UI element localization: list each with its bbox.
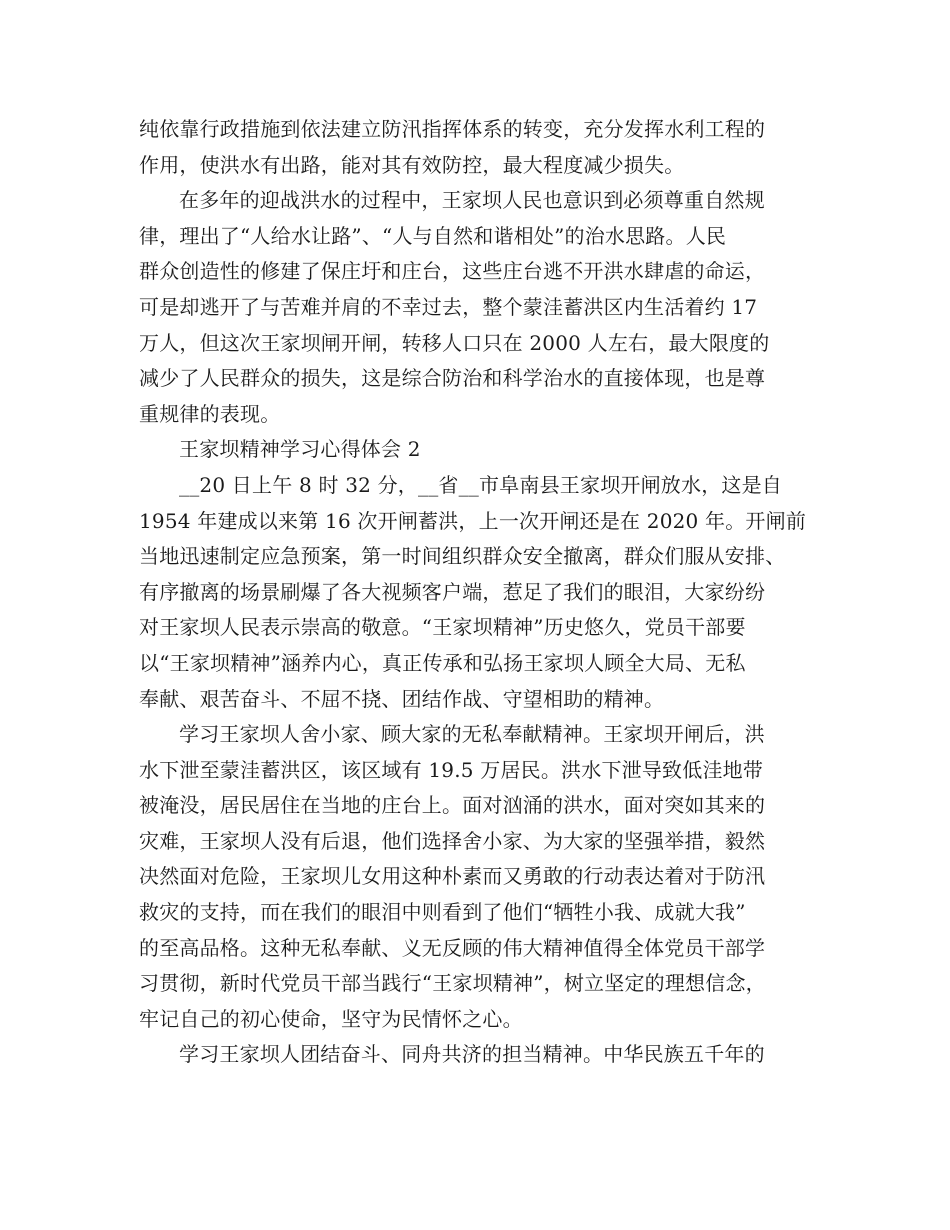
- text-line: 当地迅速制定应急预案，第一时间组织群众安全撤离，群众们服从安排、: [139, 544, 786, 569]
- text-line: 重规律的表现。: [139, 401, 281, 426]
- text-line: 牢记自己的初心使命，坚守为民情怀之心。: [139, 1006, 523, 1031]
- text-line: 救灾的支持，而在我们的眼泪中则看到了他们“牺牲小我、成就大我”: [139, 900, 746, 925]
- text-line: 灾难，王家坝人没有后退，他们选择舍小家、为大家的坚强举措，毅然: [139, 828, 766, 853]
- text-line: 学习王家坝人团结奋斗、同舟共济的担当精神。中华民族五千年的: [179, 1042, 765, 1067]
- text-line: 纯依靠行政措施到依法建立防汛指挥体系的转变，充分发挥水利工程的: [139, 117, 766, 141]
- document-body: [139, 112, 819, 1073]
- text-line: 减少了人民群众的损失，这是综合防治和科学治水的直接体现，也是尊: [139, 366, 766, 391]
- text-line: 有序撤离的场景刷爆了各大视频客户端，惹足了我们的眼泪，大家纷纷: [139, 579, 766, 604]
- text-line: __20 日上午 8 时 32 分，__省__市阜南县王家坝开闸放水，这是自: [179, 472, 783, 497]
- text-line: 决然面对危险，王家坝儿女用这种朴素而又勇敢的行动表达着对于防汛: [139, 864, 766, 889]
- text-line: 万人，但这次王家坝闸开闸，转移人口只在 2000 人左右，最大限度的: [139, 330, 770, 355]
- text-line: 可是却逃开了与苦难并肩的不幸过去，整个蒙洼蓄洪区内生活着约 17: [139, 294, 758, 319]
- text-line: 奉献、艰苦奋斗、不屈不挠、团结作战、守望相助的精神。: [139, 686, 665, 711]
- text-line: 水下泄至蒙洼蓄洪区，该区域有 19.5 万居民。洪水下泄导致低洼地带: [139, 757, 764, 782]
- text-line: 学习王家坝人舍小家、顾大家的无私奉献精神。王家坝开闸后，洪: [179, 722, 765, 747]
- text-line: 作用，使洪水有出路，能对其有效防控，最大程度减少损失。: [139, 152, 685, 177]
- text-line: 1954 年建成以来第 16 次开闸蓄洪，上一次开闸还是在 2020 年。开闸前: [139, 508, 807, 533]
- text-line: 在多年的迎战洪水的过程中，王家坝人民也意识到必须尊重自然规: [179, 188, 765, 213]
- text-line: 以“王家坝精神”涵养内心，真正传承和弘扬王家坝人顾全大局、无私: [139, 650, 746, 675]
- text-line: 王家坝精神学习心得体会 2: [179, 437, 421, 462]
- text-line: 的至高品格。这种无私奉献、义无反顾的伟大精神值得全体党员干部学: [139, 935, 766, 960]
- text-line: 律，理出了“人给水让路”、“人与自然和谐相处”的治水思路。人民: [139, 223, 727, 248]
- text-line: 被淹没，居民居住在当地的庄台上。面对汹涌的洪水，面对突如其来的: [139, 793, 766, 818]
- text-line: 对王家坝人民表示崇高的敬意。“王家坝精神”历史悠久，党员干部要: [139, 615, 746, 640]
- text-line: 群众创造性的修建了保庄圩和庄台，这些庄台逃不开洪水肆虐的命运，: [139, 259, 766, 284]
- text-line: 习贯彻，新时代党员干部当践行“王家坝精神”，树立坚定的理想信念，: [139, 971, 766, 996]
